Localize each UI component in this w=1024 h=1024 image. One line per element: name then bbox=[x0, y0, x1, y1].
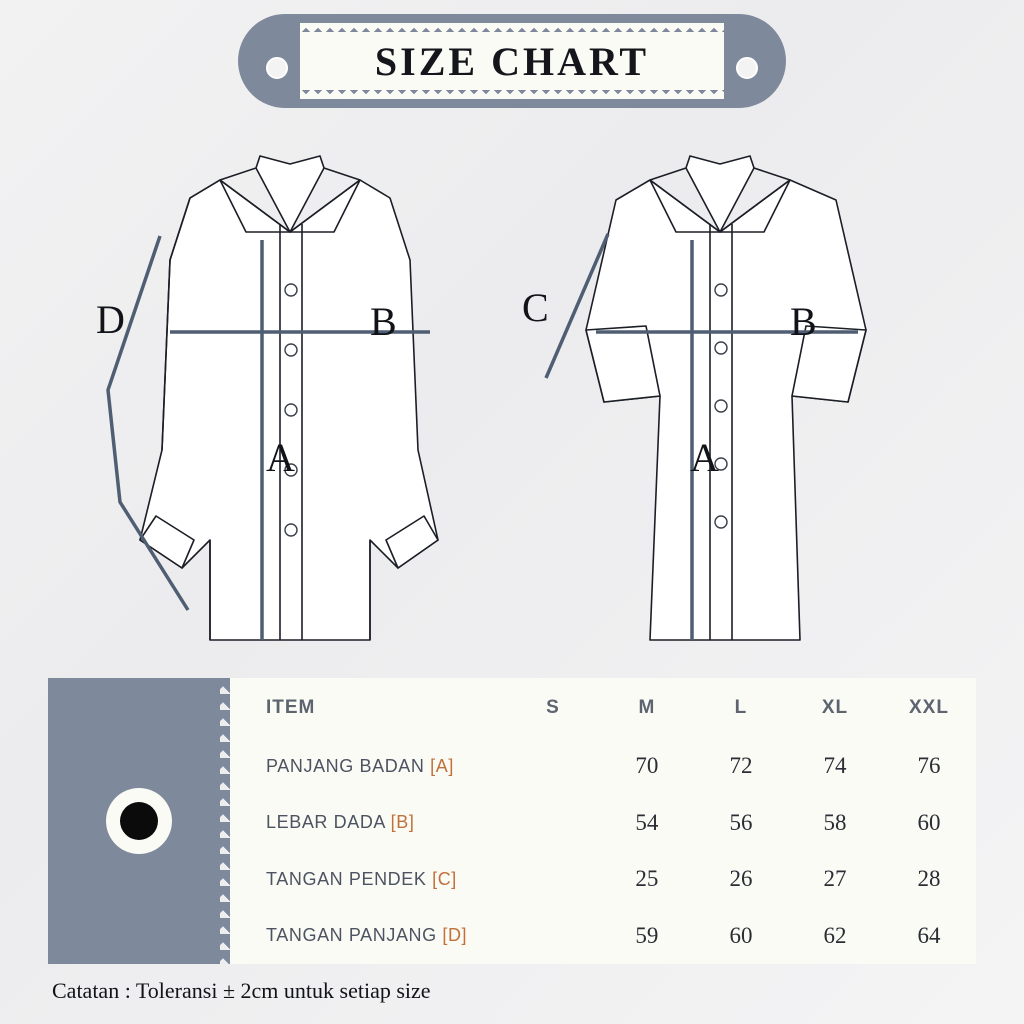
cell-xl: 27 bbox=[823, 866, 847, 892]
cell-xl: 58 bbox=[823, 809, 847, 835]
table-row bbox=[230, 795, 976, 852]
label-c-short-sleeve: C bbox=[522, 285, 549, 330]
header-plaque bbox=[238, 14, 786, 108]
cell-xxl: 60 bbox=[917, 809, 941, 835]
row-code: [A] bbox=[430, 755, 454, 776]
long-sleeve-shirt-illustration bbox=[70, 120, 500, 660]
column-header-s: S bbox=[546, 697, 560, 718]
cell-xxl: 76 bbox=[917, 753, 941, 779]
size-table-container bbox=[48, 678, 976, 964]
label-b-short-chest: B bbox=[790, 299, 817, 344]
row-label-text: PANJANG BADAN bbox=[266, 755, 431, 776]
label-a-short-body: A bbox=[690, 435, 719, 480]
column-header-m: M bbox=[638, 697, 656, 718]
column-header-l: L bbox=[734, 697, 748, 718]
tolerance-note: Catatan : Toleransi ± 2cm untuk setiap size bbox=[52, 978, 431, 1003]
cell-m: 54 bbox=[635, 809, 659, 835]
plaque-hole-right bbox=[736, 57, 758, 79]
cell-l: 26 bbox=[729, 866, 753, 892]
tag-zigzag-edge bbox=[216, 678, 230, 964]
shirt-diagrams bbox=[0, 120, 1024, 680]
tag-eyelet bbox=[106, 788, 172, 854]
cell-s bbox=[506, 795, 600, 852]
row-code: [D] bbox=[442, 925, 468, 946]
label-d-long-sleeve: D bbox=[96, 297, 125, 342]
cell-xxl: 64 bbox=[917, 922, 941, 948]
row-code: [B] bbox=[390, 812, 415, 833]
cell-m: 25 bbox=[635, 866, 659, 892]
cell-l: 56 bbox=[729, 809, 753, 835]
cell-l: 72 bbox=[729, 753, 753, 779]
table-row bbox=[230, 851, 976, 908]
column-header-xxl: XXL bbox=[909, 697, 949, 718]
plaque-hole-left bbox=[266, 57, 288, 79]
row-label-text: TANGAN PENDEK bbox=[266, 868, 433, 889]
tag-eyelet-hole bbox=[120, 802, 158, 840]
column-header-xl: XL bbox=[821, 697, 849, 718]
cell-l: 60 bbox=[729, 922, 753, 948]
table-header-row bbox=[230, 678, 976, 738]
label-b-long-chest: B bbox=[370, 299, 397, 344]
table-row bbox=[230, 738, 976, 795]
row-label-text: TANGAN PANJANG bbox=[266, 925, 443, 946]
short-sleeve-shirt-illustration bbox=[500, 120, 930, 660]
plaque-zigzag-top bbox=[300, 23, 724, 32]
cell-s bbox=[506, 738, 600, 795]
cell-s bbox=[506, 908, 600, 965]
row-label bbox=[230, 795, 506, 852]
row-label bbox=[230, 738, 506, 795]
cell-m: 59 bbox=[635, 922, 659, 948]
cell-s bbox=[506, 851, 600, 908]
row-label-text: LEBAR DADA bbox=[266, 812, 391, 833]
column-header-item: ITEM bbox=[266, 697, 316, 718]
plaque-zigzag-bottom bbox=[300, 90, 724, 99]
row-code: [C] bbox=[432, 868, 457, 889]
label-a-long-body: A bbox=[266, 435, 295, 480]
cell-m: 70 bbox=[635, 753, 659, 779]
cell-xl: 62 bbox=[823, 922, 847, 948]
table-row bbox=[230, 908, 976, 965]
cell-xl: 74 bbox=[823, 753, 847, 779]
row-label bbox=[230, 851, 506, 908]
row-label bbox=[230, 908, 506, 965]
page-title: SIZE CHART bbox=[374, 38, 650, 84]
size-table bbox=[230, 678, 976, 964]
cell-xxl: 28 bbox=[917, 866, 941, 892]
